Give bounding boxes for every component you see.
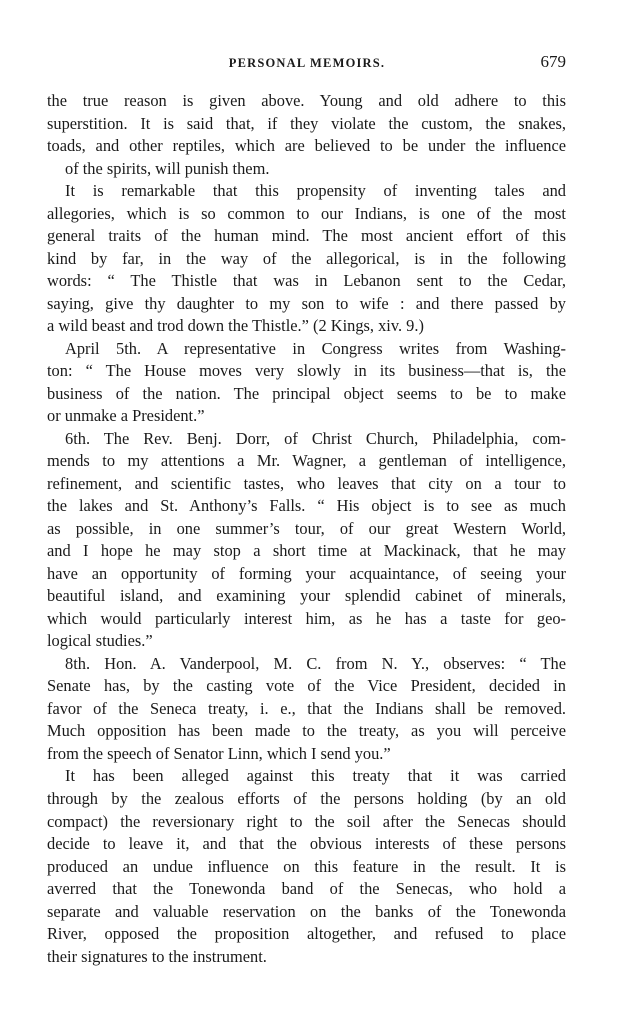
text-line: as possible, in one summer’s tour, of our great Western World, — [47, 518, 566, 538]
paragraph-first-line: 8th. Hon. A. Vanderpool, M. C. from N. Y., observes: “ The — [65, 653, 566, 673]
text-line: logical studies.” — [47, 631, 153, 651]
text-line: or unmake a President.” — [47, 406, 205, 426]
paragraph-first-line: It has been alleged against this treaty that it was carried — [65, 766, 566, 786]
text-line: beautiful island, and examining your splendid cabinet of minerals, — [47, 586, 566, 606]
text-line: and I hope he may stop a short time at Mackinack, that he may — [47, 541, 566, 561]
text-line: of the spirits, will punish them. — [65, 158, 270, 178]
text-line: ton: “ The House moves very slowly in its business—that is, the — [47, 361, 566, 381]
text-line: from the speech of Senator Linn, which I send you.” — [47, 743, 391, 763]
text-line: produced an undue influence on this feature in the result. It is — [47, 856, 566, 876]
body-text — [47, 90, 566, 968]
text-line: compact) the reversionary right to the soil after the Senecas should — [47, 811, 566, 831]
text-line: saying, give thy daughter to my son to wife : and there passed by — [47, 293, 566, 313]
text-line: through by the zealous efforts of the persons holding (by an old — [47, 788, 566, 808]
text-line: words: “ The Thistle that was in Lebanon sent to the Cedar, — [47, 271, 566, 291]
paragraph-first-line: 6th. The Rev. Benj. Dorr, of Christ Church, Philadelphia, com- — [65, 428, 566, 448]
page-header — [48, 52, 566, 82]
text-line: allegories, which is so common to our Indians, is one of the most — [47, 203, 566, 223]
page-number: 679 — [540, 52, 566, 71]
text-line: their signatures to the instrument. — [47, 946, 267, 966]
text-line: general traits of the human mind. The most ancient effort of this — [47, 226, 566, 246]
text-line: superstition. It is said that, if they violate the custom, the snakes, — [47, 113, 566, 133]
text-line: toads, and other reptiles, which are believed to be under the influence — [47, 136, 566, 156]
text-line: decide to leave it, and that the obvious interests of these persons — [47, 834, 566, 854]
text-line: have an opportunity of forming your acquaintance, of seeing your — [47, 563, 566, 583]
text-line: the lakes and St. Anthony’s Falls. “ His object is to see as much — [47, 496, 566, 516]
text-line: separate and valuable reservation on the banks of the Tonewonda — [47, 901, 566, 921]
text-line: business of the nation. The principal object seems to be to make — [47, 383, 566, 403]
text-line: refinement, and scientific tastes, who leaves that city on a tour to — [47, 473, 566, 493]
text-line: a wild beast and trod down the Thistle.” (2 Kings, xiv. 9.) — [47, 316, 424, 336]
running-head: PERSONAL MEMOIRS. — [228, 56, 386, 70]
text-line: mends to my attentions a Mr. Wagner, a gentleman of intelligence, — [47, 451, 566, 471]
text-line: River, opposed the proposition altogether, and refused to place — [47, 924, 566, 944]
text-line: the true reason is given above. Young and old adhere to this — [47, 91, 566, 110]
paragraph-first-line: April 5th. A representative in Congress writes from Washing- — [65, 338, 566, 358]
text-line: kind by far, in the way of the allegorical, is in the following — [47, 248, 566, 268]
text-line: favor of the Seneca treaty, i. e., that the Indians shall be removed. — [47, 698, 566, 718]
text-line: Senate has, by the casting vote of the Vice President, decided in — [47, 676, 566, 696]
text-line: averred that the Tonewonda band of the Senecas, who hold a — [47, 879, 566, 899]
paragraph-first-line: It is remarkable that this propensity of inventing tales and — [65, 181, 566, 201]
text-line: which would particularly interest him, as he has a taste for geo- — [47, 608, 566, 628]
text-line: Much opposition has been made to the treaty, as you will perceive — [47, 721, 566, 741]
